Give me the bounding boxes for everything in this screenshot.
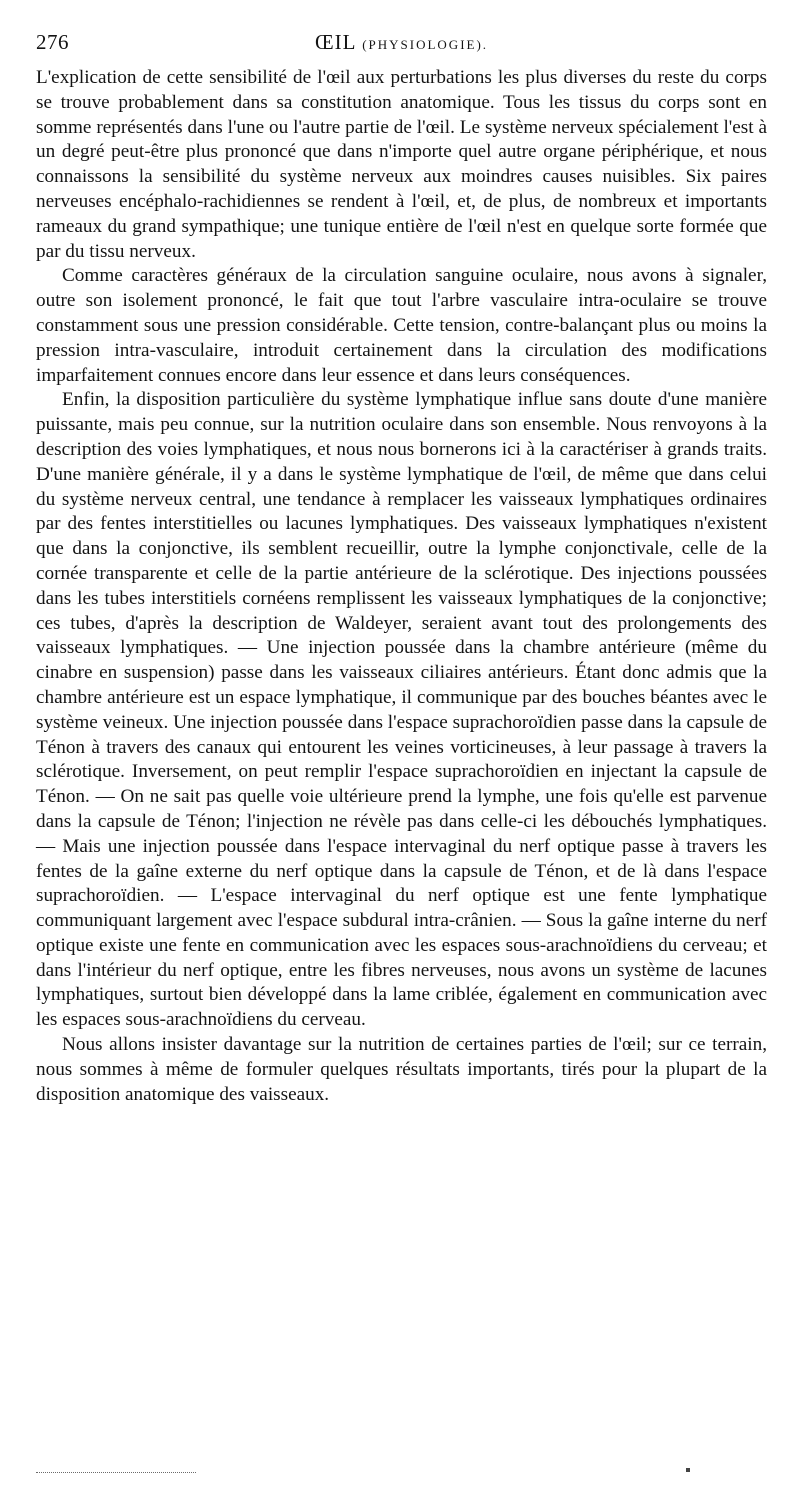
page [36, 30, 767, 1107]
paragraph-lymphatic: Enfin, la disposition particulière du système lymphatique influe sans doute d'une manière puissante, mais peu connue, sur la nutrition oculaire dans son ensemble. Nous renvoyons à la description des voies lymphatiques, et nous nous bornerons ici à la caractériser à grands traits. D'une manière générale, il y a dans le système lymphatique de l'œil, de même que dans celui du système nerveux central, une tendance à remplacer les vaisseaux lymphatiques ordinaires par des fentes interstitielles ou lacunes lymphatiques. Des vaisseaux lymphatiques n'existent que dans la conjonctive, ils semblent recueillir, outre la lymphe conjonctivale, celle de la cornée transparente et celle de la partie antérieure de la sclérotique. Des injections poussées dans les tubes interstitiels cornéens remplissent les vaisseaux lymphatiques de la conjonctive; ces tubes, d'après la description de Waldeyer, seraient avant tout des prolongements des vaisseaux lymphatiques. — Une injection poussée dans la chambre antérieure (même du cinabre en suspension) passe dans les vaisseaux ciliaires antérieurs. Étant donc admis que la chambre antérieure est un espace lymphatique, il communique par des bouches béantes avec le système veineux. Une injection poussée dans l'espace suprachoroïdien passe dans la capsule de Ténon à travers des canaux qui entourent les veines vorticineuses, à leur passage à travers la sclérotique. Inversement, on peut remplir l'espace suprachoroïdien en injectant la capsule de Ténon. — On ne sait pas quelle voie ultérieure prend la lymphe, une fois qu'elle est parvenue dans la capsule de Ténon; l'injection ne révèle pas dans celle-ci les débouchés lymphatiques. — Mais une injection poussée dans l'espace intervaginal du nerf optique passe à travers les fentes de la gaîne externe du nerf optique dans la capsule de Ténon, et de là dans l'espace suprachoroïdien. — L'espace intervaginal du nerf optique est une fente lymphatique communiquant largement avec l'espace subdural intra-crânien. — Sous la gaîne interne du nerf optique existe une fente en communication avec les espaces sous-arachnoïdiens du cerveau; et dans l'intérieur du nerf optique, entre les fibres nerveuses, nous avons un système de lacunes lymphatiques, surtout bien développé dans la lame criblée, également en communication avec les espaces sous-arachnoïdiens du cerveau. [36, 389, 767, 1031]
footer-rule [36, 1472, 196, 1473]
running-head [36, 30, 767, 55]
paragraph-sensibility: L'explication de cette sensibilité de l'œil aux perturbations les plus diverses du reste du corps se trouve probablement dans sa constitution anatomique. Tous les tissus du corps sont en somme représentés dans l'une ou l'autre partie de l'œil. Le système nerveux spécialement l'est à un degré peut-être plus prononcé que dans n'importe quel autre organe périphérique, et nous connaissons la sensibilité du système nerveux aux moindres causes nuisibles. Six paires nerveuses encéphalo-rachidiennes se rendent à l'œil, et, de plus, de nombreux et importants rameaux du grand sympathique; une tunique entière de l'œil n'est en quelque sorte formée que par du tissu nerveux. [36, 67, 767, 262]
paragraph-circulation: Comme caractères généraux de la circulation sanguine oculaire, nous avons à signaler, outre son isolement prononcé, le fait que tout l'arbre vasculaire intra-oculaire se trouve constamment sous une pression considérable. Cette tension, contre-balançant plus ou moins la pression intra-vasculaire, introduit certainement dans la circulation des modifications imparfaitement connues encore dans leur essence et dans leurs conséquences. [36, 265, 767, 386]
footer-mark [686, 1468, 690, 1472]
paragraph-nutrition: Nous allons insister davantage sur la nutrition de certaines parties de l'œil; sur ce terrain, nous sommes à même de formuler quelques résultats importants, tirés pour la plupart de la disposition anatomique des vaisseaux. [36, 1034, 767, 1105]
running-head-title: ŒIL [314, 30, 357, 54]
page-header [36, 30, 767, 62]
page-number: 276 [36, 30, 69, 54]
body-text [36, 66, 767, 1107]
running-head-subtitle: (PHYSIOLOGIE). [362, 37, 489, 52]
